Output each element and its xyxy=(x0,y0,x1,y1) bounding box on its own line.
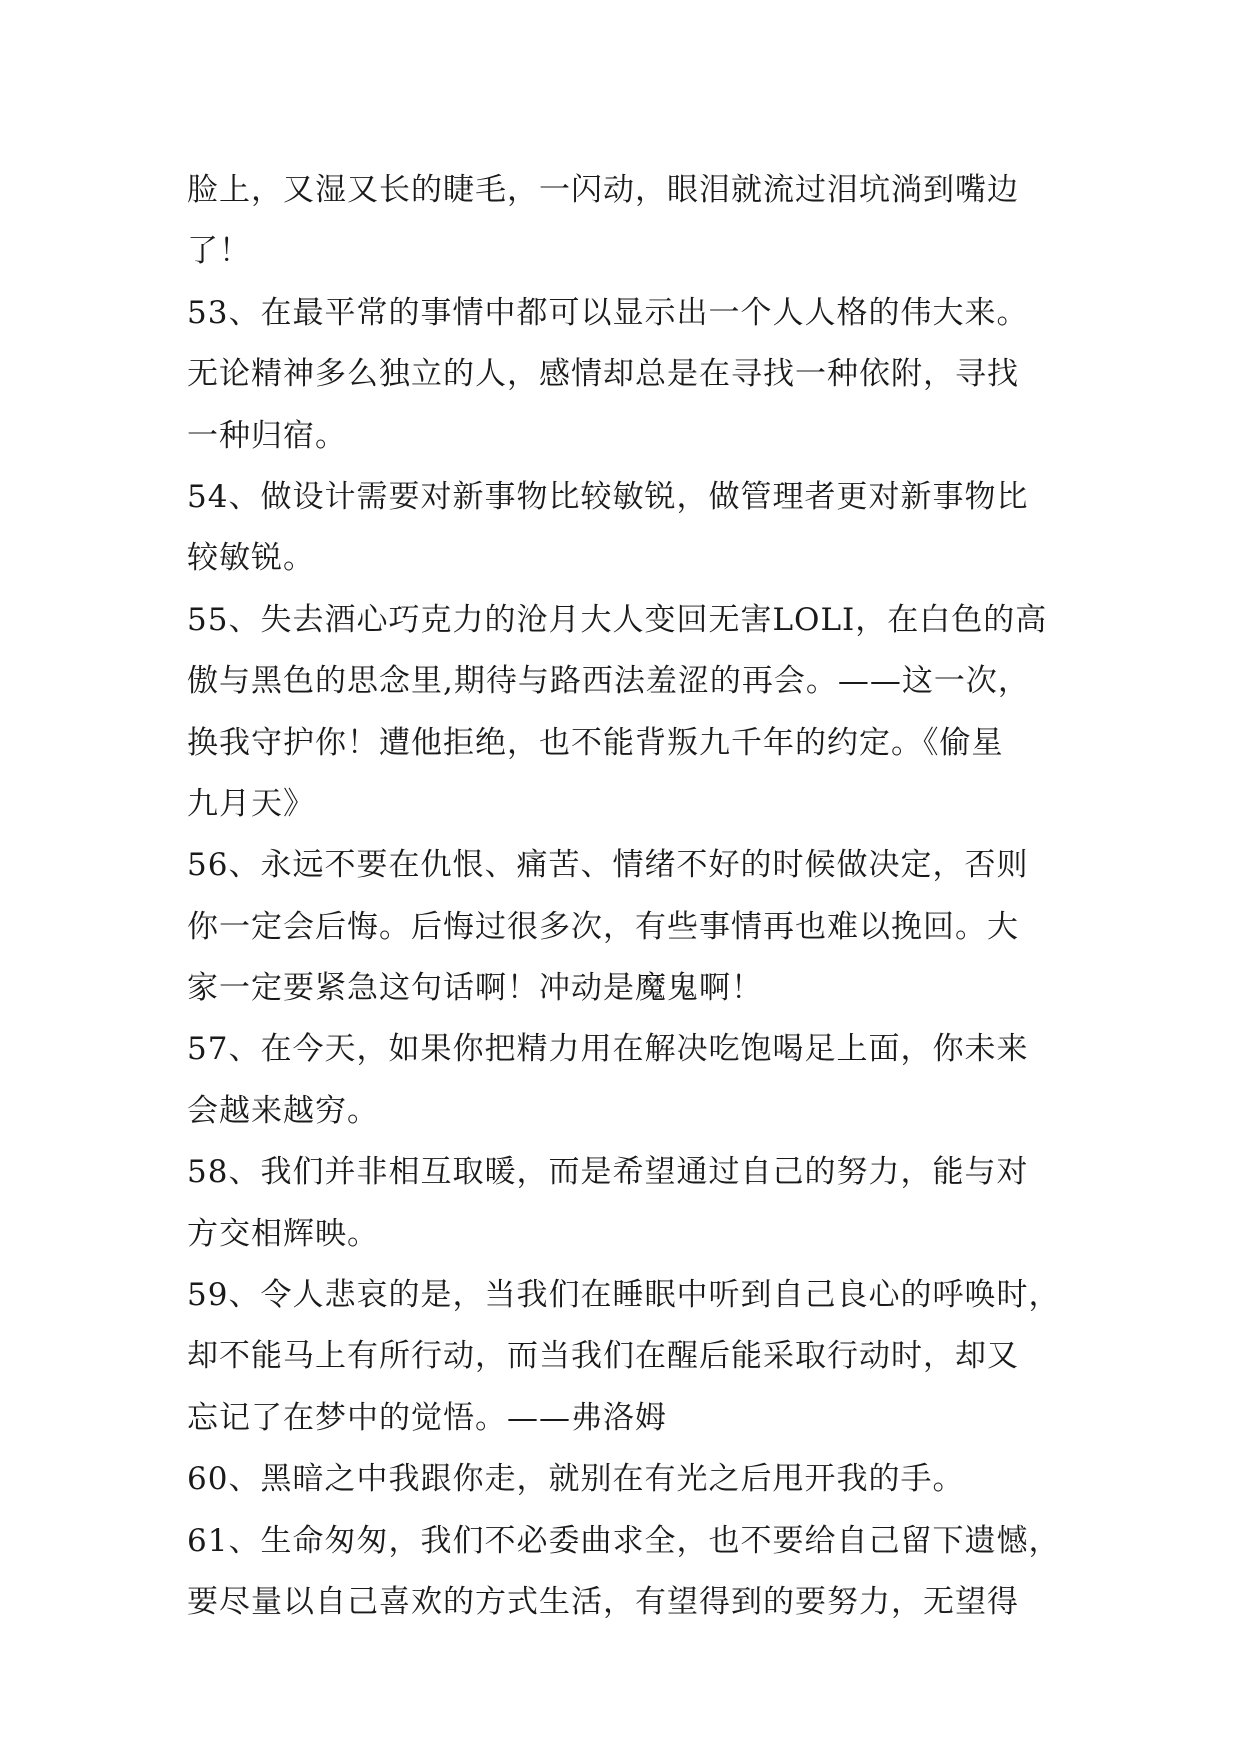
text-line: 59、令人悲哀的是，当我们在睡眠中听到自己良心的呼唤时， xyxy=(187,1277,1061,1314)
body-text xyxy=(187,160,1061,1633)
text-line: 方交相辉映。 xyxy=(187,1215,379,1252)
text-line: 60、黑暗之中我跟你走，就别在有光之后甩开我的手。 xyxy=(187,1461,965,1498)
text-line: 脸上，又湿又长的睫毛，一闪动，眼泪就流过泪坑淌到嘴边 xyxy=(187,172,1019,208)
text-line: 你一定会后悔。后悔过很多次，有些事情再也难以挽回。大 xyxy=(187,908,1019,945)
text-line: 55、失去酒心巧克力的沧月大人变回无害LOLI，在白色的高 xyxy=(187,601,1048,638)
text-line: 了！ xyxy=(187,233,251,270)
text-line: 61、生命匆匆，我们不必委曲求全，也不要给自己留下遗憾， xyxy=(187,1522,1061,1559)
text-line: 57、在今天，如果你把精力用在解决吃饱喝足上面，你未来 xyxy=(187,1031,1029,1068)
text-line: 九月天》 xyxy=(187,785,315,822)
text-line: 58、我们并非相互取暖，而是希望通过自己的努力，能与对 xyxy=(187,1154,1029,1191)
text-line: 换我守护你！遭他拒绝，也不能背叛九千年的约定。《偷星 xyxy=(187,724,1004,761)
text-line: 却不能马上有所行动，而当我们在醒后能采取行动时，却又 xyxy=(187,1338,1019,1375)
text-line: 56、永远不要在仇恨、痛苦、情绪不好的时候做决定，否则 xyxy=(187,847,1029,884)
text-line: 较敏锐。 xyxy=(187,540,315,577)
text-line: 傲与黑色的思念里,期待与路西法羞涩的再会。——这一次， xyxy=(187,663,1030,700)
text-line: 忘记了在梦中的觉悟。——弗洛姆 xyxy=(187,1399,667,1436)
text-line: 无论精神多么独立的人，感情却总是在寻找一种依附，寻找 xyxy=(187,356,1019,393)
text-line: 53、在最平常的事情中都可以显示出一个人人格的伟大来。 xyxy=(187,294,1029,331)
text-line: 一种归宿。 xyxy=(187,417,347,454)
text-line: 要尽量以自己喜欢的方式生活，有望得到的要努力，无望得 xyxy=(187,1583,1019,1620)
text-line: 会越来越穷。 xyxy=(187,1092,379,1129)
text-line: 54、做设计需要对新事物比较敏锐，做管理者更对新事物比 xyxy=(187,478,1029,515)
text-line: 家一定要紧急这句话啊！冲动是魔鬼啊！ xyxy=(187,970,763,1007)
